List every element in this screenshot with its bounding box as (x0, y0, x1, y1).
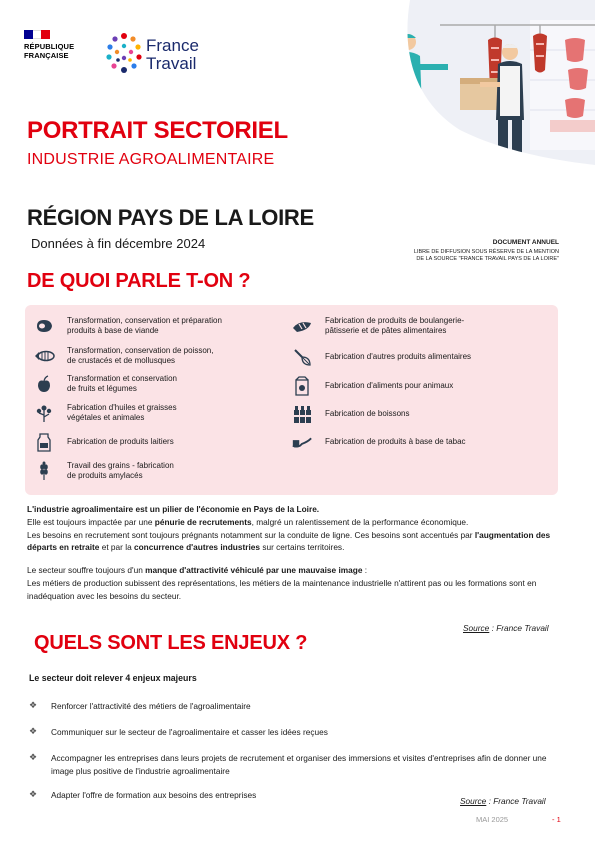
challenge-item (29, 726, 571, 739)
sector-label: Fabrication de produits à base de tabac (325, 437, 466, 446)
document-notice-line1: LIBRE DE DIFFUSION SOUS RÉSERVE DE LA MENTION (413, 249, 559, 255)
intro-text: Elle est toujours impactée par une (27, 516, 155, 527)
sector-item (33, 373, 177, 395)
source-label: Source (460, 796, 487, 806)
butchers-illustration (380, 0, 595, 165)
source-label: Source (463, 623, 490, 633)
animal-feed-icon (291, 375, 313, 397)
diamond-bullet-icon: ❖ (29, 700, 38, 710)
document-notice-line2: DE LA SOURCE "FRANCE TRAVAIL PAYS DE LA LOIRE" (416, 256, 559, 262)
intro-text: : (362, 565, 368, 576)
challenges-intro: Le secteur doit relever 4 enjeux majeurs (29, 673, 197, 683)
intro-text: et par la (99, 542, 134, 553)
sector-label: Fabrication d'aliments pour animaux (325, 381, 454, 390)
intro-lead: L'industrie agroalimentaire est un pilier de l'économie en Pays de la Loire. (27, 504, 320, 514)
intro-text: Le secteur souffre toujours d'un (27, 565, 146, 576)
page-number: - 1 (552, 815, 561, 824)
intro-text: Les métiers de production subissent des représentations, les métiers de la maintenance industrielle n'attirent pas ou les formations sont en inadéquation avec les besoins du secteur. (27, 577, 537, 601)
france-travail-dots-icon (104, 30, 144, 78)
diamond-bullet-icon: ❖ (29, 726, 38, 736)
sector-label: Transformation, conservation et préparation produits à base de viande (67, 316, 222, 335)
document-notice (339, 239, 559, 263)
sector-label: Fabrication de boissons (325, 409, 410, 418)
challenge-item (29, 752, 571, 778)
source-note-1 (463, 623, 549, 633)
intro-text: Les besoins en recrutement sont toujours prégnants notamment sur la conduite de ligne. Ces besoins sont accentués par (27, 529, 475, 540)
page-title: PORTRAIT SECTORIEL (27, 117, 288, 144)
sector-label: Fabrication de produits de boulangerie- pâtisserie et de pâtes alimentaires (325, 316, 465, 335)
oil-plant-icon (33, 402, 55, 424)
page-subtitle: INDUSTRIE AGROALIMENTAIRE (27, 151, 275, 168)
challenge-item (29, 700, 571, 713)
sector-item (291, 431, 466, 453)
footer-date: MAI 2025 (476, 815, 509, 824)
french-flag-icon (24, 30, 50, 39)
sector-label: Transformation, conservation de poisson, de crustacés et de mollusques (67, 346, 214, 365)
drinks-icon (291, 403, 313, 425)
france-travail-line1: France (146, 36, 199, 55)
intro-emphasis: pénurie de recrutements (154, 516, 252, 527)
france-travail-line2: Travail (146, 54, 197, 73)
wheat-icon (33, 460, 55, 482)
france-travail-logo (104, 30, 234, 78)
challenge-text: Renforcer l'attractivité des métiers de l'agroalimentaire (51, 701, 251, 711)
milk-icon (33, 431, 55, 453)
fruit-icon (33, 373, 55, 395)
sector-label: Fabrication d'autres produits alimentaires (325, 352, 472, 361)
data-date: Données à fin décembre 2024 (31, 236, 206, 251)
challenge-text: Accompagner les entreprises dans leurs projets de recrutement et organiser des immersions et visites d'entreprises afin de donner une image plus positive de l'industrie agroalimentaire (51, 753, 547, 776)
source-value: : France Travail (486, 796, 546, 806)
diamond-bullet-icon: ❖ (29, 789, 38, 799)
section-heading-sectors: DE QUOI PARLE T-ON ? (27, 270, 251, 292)
pipe-icon (291, 431, 313, 453)
sector-introduction (27, 503, 567, 603)
intro-text: , malgré un ralentissement de la performance économique. (251, 516, 469, 527)
diamond-bullet-icon: ❖ (29, 752, 38, 762)
meat-icon (33, 315, 55, 337)
republique-line2: FRANÇAISE (24, 50, 69, 60)
source-note-2 (460, 796, 546, 806)
source-value: : France Travail (489, 623, 549, 633)
sector-label: Fabrication d'huiles et graisses végétales et animales (67, 403, 177, 422)
intro-emphasis: l'augmentation des départs en retraite (27, 529, 551, 553)
sector-item (291, 315, 464, 337)
intro-text: sur certains territoires. (260, 542, 345, 553)
challenge-text: Communiquer sur le secteur de l'agroalimentaire et casser les idées reçues (51, 727, 328, 737)
region-title: RÉGION PAYS DE LA LOIRE (27, 205, 314, 230)
sector-label: Fabrication de produits laitiers (67, 437, 174, 446)
sectors-box (25, 305, 558, 495)
intro-emphasis: manque d'attractivité véhiculé par une mauvaise image (145, 565, 363, 576)
sector-item (33, 402, 177, 424)
sector-item (33, 431, 174, 453)
bakery-icon (291, 315, 313, 337)
republique-line1: RÉPUBLIQUE (24, 42, 75, 51)
fish-icon (33, 345, 55, 367)
sector-item (33, 460, 174, 482)
intro-emphasis: concurrence d'autres industries (134, 542, 261, 553)
document-notice-title: DOCUMENT ANNUEL (492, 239, 559, 246)
whisk-icon (291, 346, 313, 368)
section-heading-challenges: QUELS SONT LES ENJEUX ? (34, 632, 308, 654)
challenge-text: Adapter l'offre de formation aux besoins des entreprises (51, 790, 257, 800)
sector-item (33, 315, 222, 337)
sector-item (33, 345, 213, 367)
sector-item (291, 375, 453, 397)
sector-label: Transformation et conservation de fruits et légumes (67, 374, 177, 393)
sector-label: Travail des grains - fabrication de produits amylacés (67, 461, 174, 480)
republique-francaise-logo (24, 30, 94, 60)
sector-item (291, 403, 410, 425)
sector-item (291, 346, 471, 368)
